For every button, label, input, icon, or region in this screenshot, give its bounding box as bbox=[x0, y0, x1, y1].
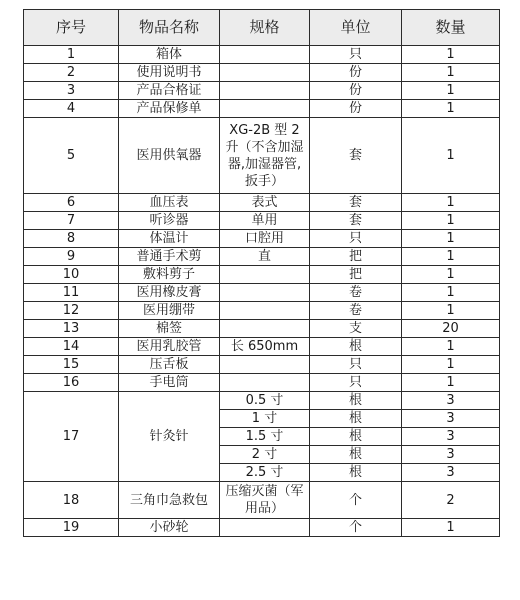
cell-spec bbox=[220, 266, 310, 284]
cell-no: 1 bbox=[24, 46, 119, 64]
cell-no: 15 bbox=[24, 356, 119, 374]
cell-name: 产品保修单 bbox=[119, 100, 220, 118]
cell-unit: 把 bbox=[310, 266, 402, 284]
cell-qty: 3 bbox=[402, 392, 500, 410]
cell-spec bbox=[220, 82, 310, 100]
header-unit: 单位 bbox=[310, 10, 402, 46]
cell-no: 7 bbox=[24, 212, 119, 230]
cell-qty: 1 bbox=[402, 248, 500, 266]
cell-unit: 套 bbox=[310, 118, 402, 194]
cell-name: 箱体 bbox=[119, 46, 220, 64]
cell-qty: 1 bbox=[402, 212, 500, 230]
cell-qty: 1 bbox=[402, 374, 500, 392]
cell-name: 医用绷带 bbox=[119, 302, 220, 320]
cell-no: 19 bbox=[24, 519, 119, 537]
table-row bbox=[24, 82, 500, 100]
cell-no: 17 bbox=[24, 392, 119, 482]
cell-qty: 1 bbox=[402, 100, 500, 118]
cell-unit: 只 bbox=[310, 46, 402, 64]
cell-no: 13 bbox=[24, 320, 119, 338]
item-list-table bbox=[23, 9, 500, 537]
cell-qty: 1 bbox=[402, 519, 500, 537]
header-no: 序号 bbox=[24, 10, 119, 46]
cell-spec: XG-2B 型 2 升（不含加湿器,加湿器管,扳手） bbox=[220, 118, 310, 194]
cell-no: 10 bbox=[24, 266, 119, 284]
cell-qty: 3 bbox=[402, 428, 500, 446]
table-row bbox=[24, 320, 500, 338]
cell-name: 产品合格证 bbox=[119, 82, 220, 100]
header-spec: 规格 bbox=[220, 10, 310, 46]
header-qty: 数量 bbox=[402, 10, 500, 46]
cell-qty: 1 bbox=[402, 284, 500, 302]
cell-unit: 份 bbox=[310, 82, 402, 100]
cell-qty: 1 bbox=[402, 230, 500, 248]
table-row bbox=[24, 118, 500, 194]
cell-unit: 份 bbox=[310, 100, 402, 118]
cell-spec bbox=[220, 46, 310, 64]
cell-spec: 压缩灭菌（军用品） bbox=[220, 482, 310, 519]
cell-name: 压舌板 bbox=[119, 356, 220, 374]
table-row bbox=[24, 230, 500, 248]
cell-unit: 个 bbox=[310, 519, 402, 537]
cell-no: 14 bbox=[24, 338, 119, 356]
cell-spec: 1.5 寸 bbox=[220, 428, 310, 446]
cell-spec bbox=[220, 320, 310, 338]
cell-name: 听诊器 bbox=[119, 212, 220, 230]
cell-qty: 1 bbox=[402, 118, 500, 194]
cell-name: 棉签 bbox=[119, 320, 220, 338]
table-row bbox=[24, 194, 500, 212]
cell-unit: 卷 bbox=[310, 284, 402, 302]
cell-no: 9 bbox=[24, 248, 119, 266]
cell-qty: 2 bbox=[402, 482, 500, 519]
table-row bbox=[24, 284, 500, 302]
cell-no: 3 bbox=[24, 82, 119, 100]
cell-unit: 根 bbox=[310, 446, 402, 464]
table-row bbox=[24, 519, 500, 537]
table-row bbox=[24, 248, 500, 266]
cell-qty: 1 bbox=[402, 46, 500, 64]
cell-spec: 单用 bbox=[220, 212, 310, 230]
table-row bbox=[24, 212, 500, 230]
cell-qty: 1 bbox=[402, 82, 500, 100]
cell-name: 体温计 bbox=[119, 230, 220, 248]
cell-unit: 根 bbox=[310, 428, 402, 446]
cell-unit: 份 bbox=[310, 64, 402, 82]
cell-no: 18 bbox=[24, 482, 119, 519]
table-row bbox=[24, 356, 500, 374]
cell-qty: 3 bbox=[402, 410, 500, 428]
cell-spec: 1 寸 bbox=[220, 410, 310, 428]
cell-no: 2 bbox=[24, 64, 119, 82]
cell-name: 手电筒 bbox=[119, 374, 220, 392]
table-row bbox=[24, 266, 500, 284]
table-row bbox=[24, 302, 500, 320]
cell-qty: 1 bbox=[402, 356, 500, 374]
cell-spec bbox=[220, 64, 310, 82]
cell-qty: 1 bbox=[402, 338, 500, 356]
table-row bbox=[24, 374, 500, 392]
cell-unit: 卷 bbox=[310, 302, 402, 320]
cell-unit: 把 bbox=[310, 248, 402, 266]
cell-qty: 3 bbox=[402, 464, 500, 482]
cell-unit: 根 bbox=[310, 392, 402, 410]
cell-name: 医用乳胶管 bbox=[119, 338, 220, 356]
table-row bbox=[24, 338, 500, 356]
cell-spec: 口腔用 bbox=[220, 230, 310, 248]
cell-spec bbox=[220, 356, 310, 374]
cell-no: 5 bbox=[24, 118, 119, 194]
cell-spec bbox=[220, 519, 310, 537]
cell-spec bbox=[220, 284, 310, 302]
table-row bbox=[24, 46, 500, 64]
cell-qty: 20 bbox=[402, 320, 500, 338]
cell-no: 6 bbox=[24, 194, 119, 212]
cell-spec: 直 bbox=[220, 248, 310, 266]
cell-unit: 个 bbox=[310, 482, 402, 519]
cell-qty: 1 bbox=[402, 194, 500, 212]
cell-name: 血压表 bbox=[119, 194, 220, 212]
cell-name: 医用供氧器 bbox=[119, 118, 220, 194]
table-row bbox=[24, 64, 500, 82]
cell-name: 三角巾急救包 bbox=[119, 482, 220, 519]
cell-unit: 根 bbox=[310, 410, 402, 428]
cell-qty: 1 bbox=[402, 64, 500, 82]
cell-qty: 3 bbox=[402, 446, 500, 464]
cell-unit: 只 bbox=[310, 230, 402, 248]
cell-no: 8 bbox=[24, 230, 119, 248]
cell-name: 使用说明书 bbox=[119, 64, 220, 82]
cell-spec: 2 寸 bbox=[220, 446, 310, 464]
header-name: 物品名称 bbox=[119, 10, 220, 46]
cell-unit: 套 bbox=[310, 194, 402, 212]
cell-spec: 0.5 寸 bbox=[220, 392, 310, 410]
cell-spec: 表式 bbox=[220, 194, 310, 212]
cell-unit: 套 bbox=[310, 212, 402, 230]
table-row bbox=[24, 100, 500, 118]
table-row bbox=[24, 392, 500, 410]
cell-unit: 根 bbox=[310, 338, 402, 356]
cell-spec bbox=[220, 302, 310, 320]
cell-unit: 只 bbox=[310, 374, 402, 392]
table-header-row bbox=[24, 10, 500, 46]
cell-qty: 1 bbox=[402, 302, 500, 320]
cell-qty: 1 bbox=[402, 266, 500, 284]
cell-unit: 支 bbox=[310, 320, 402, 338]
cell-name: 敷料剪子 bbox=[119, 266, 220, 284]
cell-name: 普通手术剪 bbox=[119, 248, 220, 266]
cell-name: 针灸针 bbox=[119, 392, 220, 482]
cell-name: 医用橡皮膏 bbox=[119, 284, 220, 302]
cell-spec: 2.5 寸 bbox=[220, 464, 310, 482]
cell-no: 11 bbox=[24, 284, 119, 302]
cell-spec bbox=[220, 100, 310, 118]
cell-no: 4 bbox=[24, 100, 119, 118]
cell-spec bbox=[220, 374, 310, 392]
cell-name: 小砂轮 bbox=[119, 519, 220, 537]
table-row bbox=[24, 482, 500, 519]
cell-unit: 只 bbox=[310, 356, 402, 374]
cell-no: 12 bbox=[24, 302, 119, 320]
cell-unit: 根 bbox=[310, 464, 402, 482]
cell-no: 16 bbox=[24, 374, 119, 392]
cell-spec: 长 650mm bbox=[220, 338, 310, 356]
